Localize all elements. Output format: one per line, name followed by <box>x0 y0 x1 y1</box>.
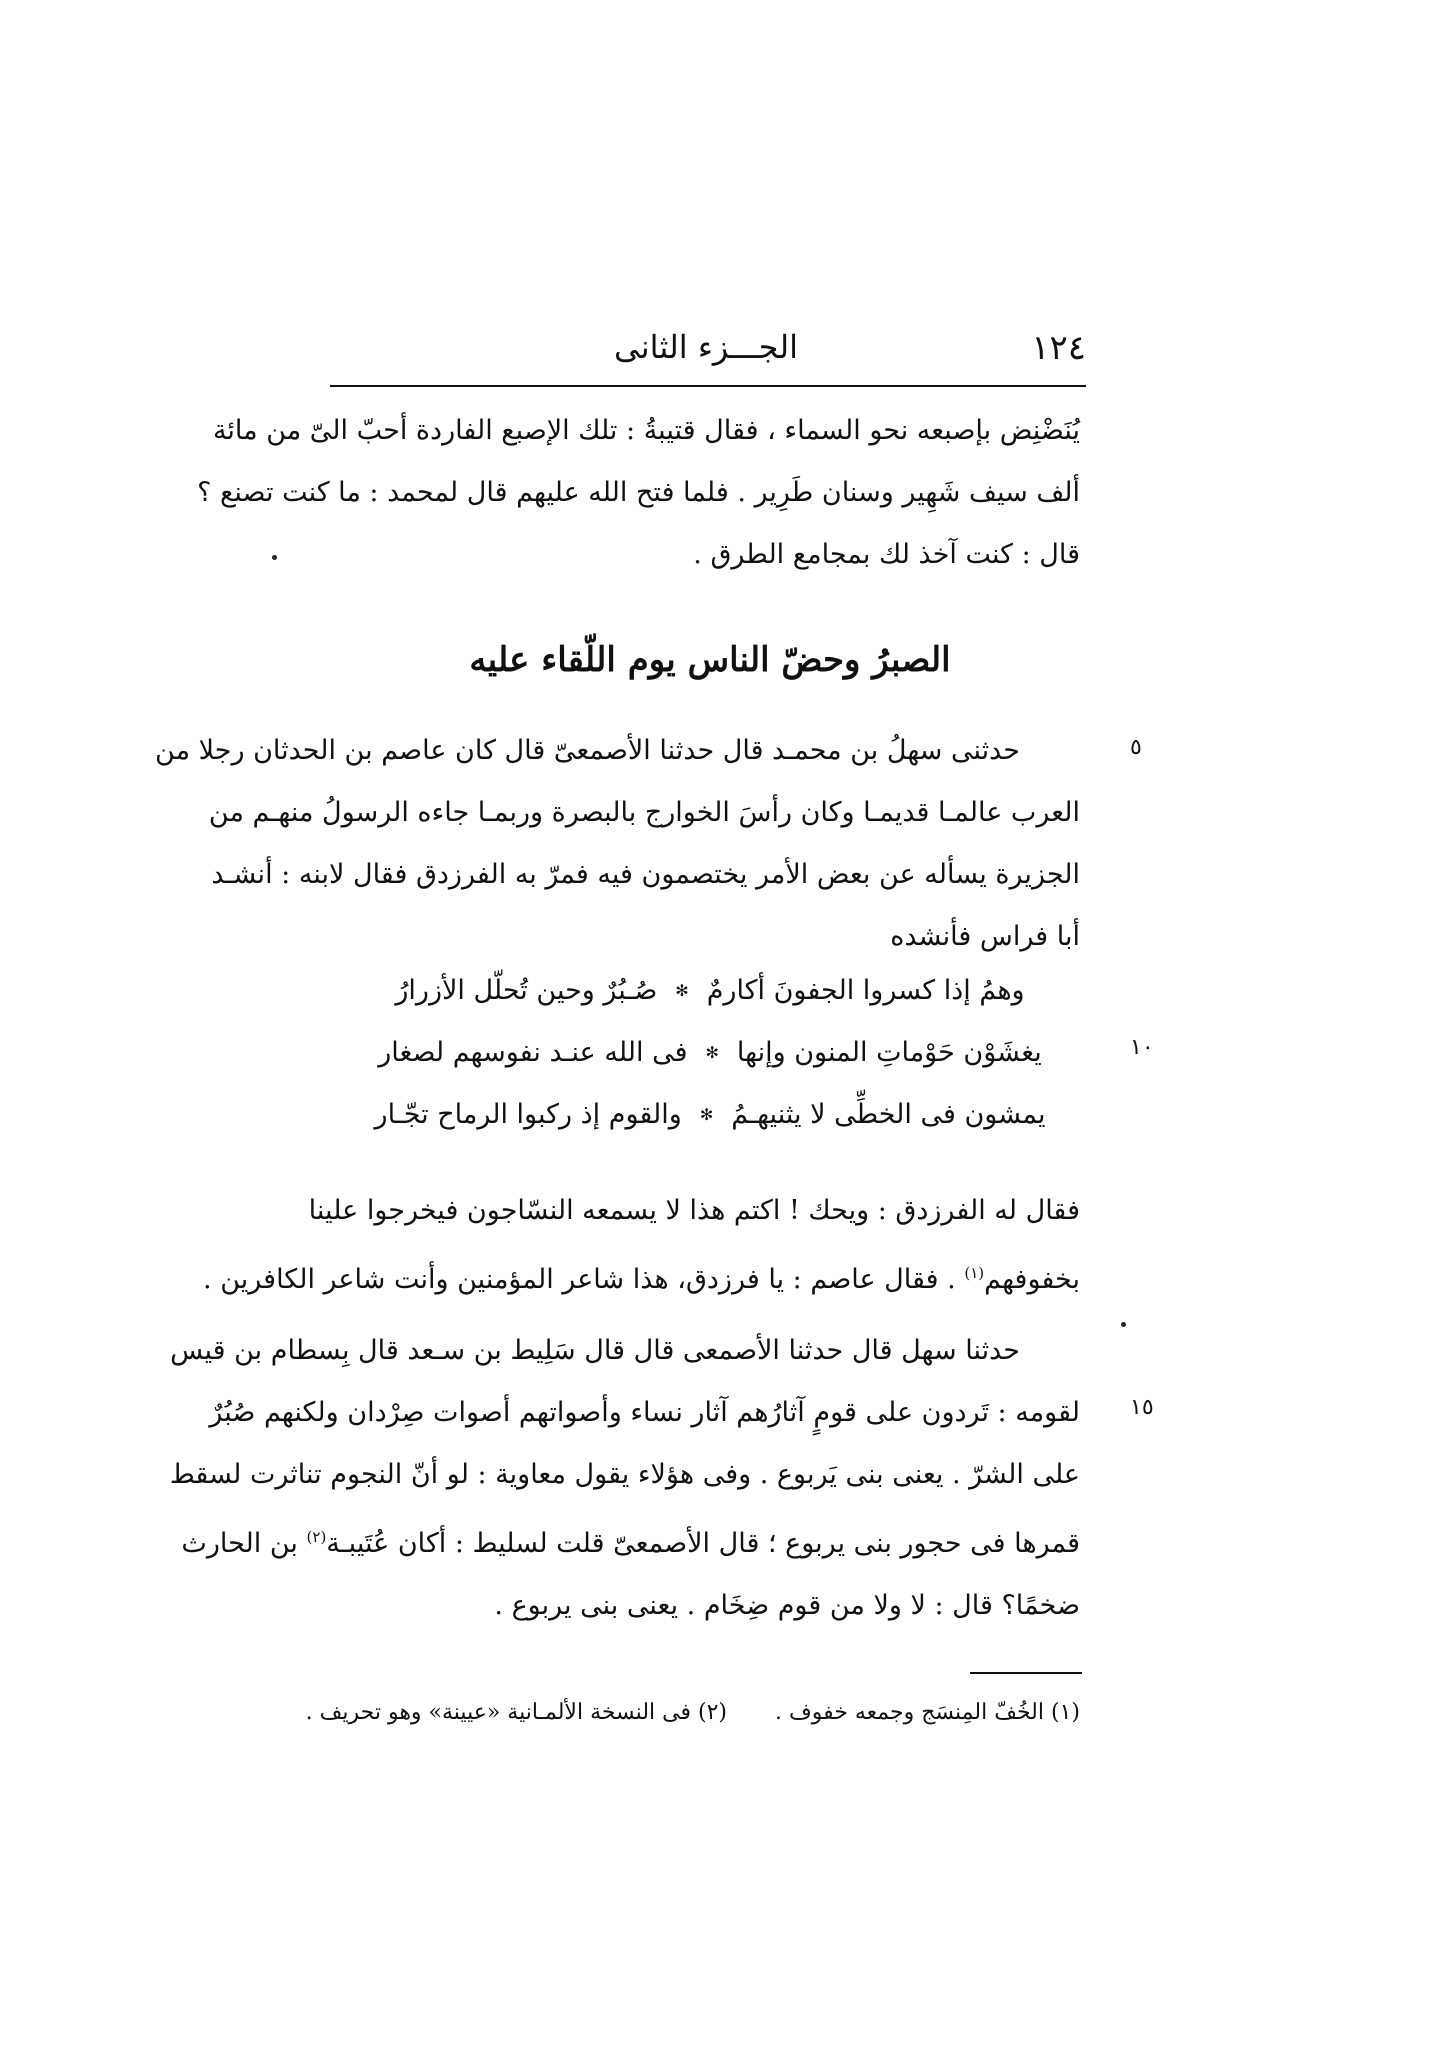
footnote-rule <box>970 1672 1082 1674</box>
paragraph-line: أبا فراس فأنشده <box>890 921 1080 952</box>
paragraph-line: حدثنى سهلُ بن محمـد قال حدثنا الأصمعىّ قال كان عاصم بن الحدثان رجلا من <box>155 735 1020 766</box>
paragraph-line: الجزيرة يسأله عن بعض الأمر يختصمون فيه فمرّ به الفرزدق فقال لابنه : أنشـد <box>211 859 1080 890</box>
line-number-5: ٥ <box>1130 735 1142 760</box>
text-run: بخفوفهم <box>984 1264 1080 1295</box>
intro-line: يُنَضْنِض بإصبعه نحو السماء ، فقال قتيبةُ : تلك الإصبع الفاردة أحبّ الىّ من مائة <box>212 415 1080 446</box>
verse-line <box>395 960 1025 1022</box>
intro-line: ألف سيف شَهِير وسنان طَرِير . فلما فتح الله عليهم قال لمحمد : ما كنت تصنع ؟ <box>197 477 1080 508</box>
footnote-2: (٢) فى النسخة الألمـانية «عيينة» وهو تحريف . <box>305 1700 727 1725</box>
paragraph-line: فقال له الفرزدق : ويحك ! اكتم هذا لا يسمعه النسّاجون فيخرجوا علينا <box>308 1195 1080 1226</box>
page-number: ١٢٤ <box>1031 328 1086 368</box>
poem <box>374 960 1046 1146</box>
verse-line <box>374 1084 1046 1146</box>
line-number-10: ١٠ <box>1130 1035 1154 1060</box>
running-title: الجـــزء الثانى <box>614 328 798 366</box>
text-run: بن الحارث <box>181 1528 298 1559</box>
paragraph-line: على الشرّ . يعنى بنى يَربوع . وفى هؤلاء يقول معاوية : لو أنّ النجوم تناثرت لسقط <box>169 1459 1080 1490</box>
text-run: . فقال عاصم : يا فرزدق، هذا شاعر المؤمنين وأنت شاعر الكافرين . <box>203 1264 956 1295</box>
paragraph-line: العرب عالمـا قديمـا وكان رأسَ الخوارج بالبصرة وربمـا جاءه الرسولُ منهـم من <box>208 797 1080 828</box>
line-number-15: ١٥ <box>1130 1395 1154 1420</box>
paragraph-line: ضخمًا؟ قال : لا ولا من قوم ضِخَام . يعنى بنى يربوع . <box>494 1590 1080 1621</box>
footnote-1: (١) الخُفّ المِنسَج وجمعه خفوف . <box>774 1700 1080 1725</box>
text-run: عُتَيبـة <box>326 1528 390 1559</box>
stray-dot <box>272 555 277 560</box>
page-header <box>326 328 1086 388</box>
verse-separator: ✻ <box>705 1043 719 1062</box>
paragraph-line: لقومه : تَردون على قومٍ آثارُهم آثار نساء وأصواتهم أصوات صِرْدان ولكنهم صُبُرٌ <box>209 1397 1080 1428</box>
footnote-ref-2: (٢) <box>306 1528 327 1546</box>
verse-separator: ✻ <box>699 1105 714 1124</box>
verse-first-hemistich: يغشَوْن حَوْماتِ المنون وإنها <box>736 1037 1042 1068</box>
intro-paragraph <box>197 400 1080 586</box>
stray-dot <box>1121 1322 1126 1327</box>
paragraph-3 <box>169 1320 1080 1637</box>
section-heading: الصبرُ وحضّ الناس يوم اللّقاء عليه <box>469 640 951 680</box>
paragraph-line: حدثنا سهل قال حدثنا الأصمعى قال قال سَلِيط بن سـعد قال بِسطام بن قيس <box>170 1335 1020 1366</box>
verse-first-hemistich: وهمُ إذا كسروا الجفونَ أكارمٌ <box>706 975 1025 1006</box>
paragraph-1 <box>155 720 1080 968</box>
footnote-ref-1: (١) <box>964 1264 985 1282</box>
verse-second-hemistich: صُـبُرٌ وحين تُحلّل الأزرارُ <box>395 975 658 1006</box>
text-run: قمرها فى حجور بنى يربوع ؛ قال الأصمعىّ قلت لسليط : أكان <box>397 1528 1080 1559</box>
verse-first-hemistich: يمشون فى الخطِّى لا يثنيهـمُ <box>731 1099 1046 1130</box>
paragraph-2 <box>203 1180 1080 1311</box>
paragraph-line <box>203 1242 1080 1311</box>
paragraph-line <box>181 1506 1080 1575</box>
verse-second-hemistich: والقوم إذ ركبوا الرماح تجّـار <box>374 1099 682 1130</box>
intro-line: قال : كنت آخذ لك بمجامع الطرق . <box>693 539 1080 570</box>
footnotes <box>305 1700 1080 1725</box>
verse-line <box>378 1022 1042 1084</box>
header-rule <box>330 385 1086 387</box>
verse-separator: ✻ <box>675 981 689 1000</box>
verse-second-hemistich: فى الله عنـد نفوسهم لصغار <box>378 1037 688 1068</box>
